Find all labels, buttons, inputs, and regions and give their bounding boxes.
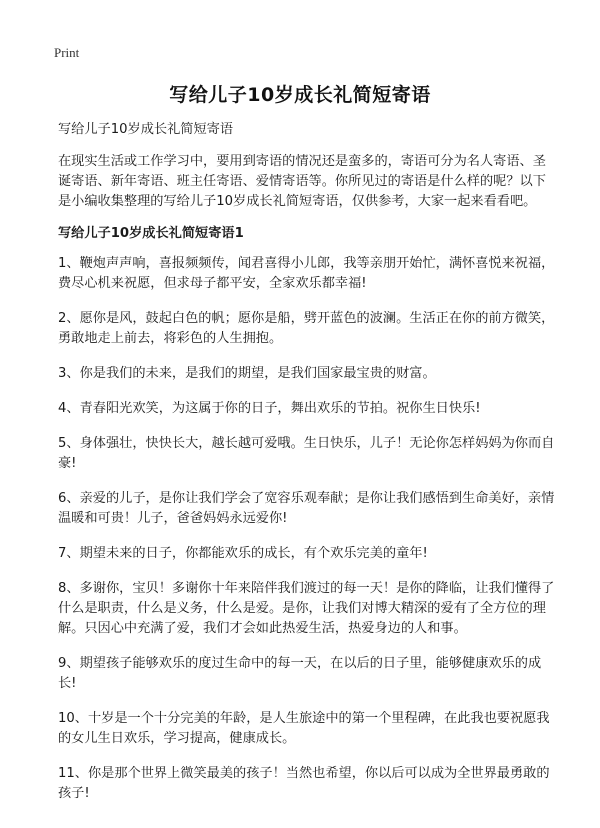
intro-paragraph: 在现实生活或工作学习中，要用到寄语的情况还是蛮多的，寄语可分为名人寄语、圣诞寄语、新年寄语、班主任寄语、爱情寄语等。你所见过的寄语是什么样的呢？以下是小编收集整理的写给儿子10岁成长礼简短寄语，仅供参考，大家一起来看看吧。	[58, 154, 546, 209]
print-link[interactable]: Print	[54, 45, 80, 60]
list-item: 1、鞭炮声声响，喜报频频传，闻君喜得小儿郎，我等亲朋开始忙，满怀喜悦来祝福，费尽心机来祝愿，但求母子都平安，全家欢乐都幸福!	[58, 256, 555, 291]
list-item: 5、身体强壮，快快长大，越长越可爱哦。生日快乐，儿子！无论你怎样妈妈为你而自豪!	[58, 436, 555, 471]
list-item: 4、青春阳光欢笑，为这属于你的日子，舞出欢乐的节拍。祝你生日快乐!	[58, 401, 481, 416]
list-item: 6、亲爱的儿子，是你让我们学会了宽容乐观奉献；是你让我们感悟到生命美好，亲情温暖和可贵！儿子，爸爸妈妈永远爱你!	[58, 491, 555, 526]
section-heading: 写给儿子10岁成长礼简短寄语1	[58, 226, 244, 241]
list-item: 9、期望孩子能够欢乐的度过生命中的每一天，在以后的日子里，能够健康欢乐的成长!	[58, 656, 542, 691]
list-item: 2、愿你是风，鼓起白色的帆；愿你是船，劈开蓝色的波澜。生活正在你的前方微笑，勇敢地走上前去，将彩色的人生拥抱。	[58, 311, 555, 346]
list-item: 11、你是那个世界上微笑最美的孩子！当然也希望，你以后可以成为全世界最勇敢的孩子!	[58, 766, 550, 801]
article-subtitle: 写给儿子10岁成长礼简短寄语	[58, 122, 234, 137]
list-item: 10、十岁是一个十分完美的年龄，是人生旅途中的第一个里程碑，在此我也要祝愿我的女儿生日欢乐，学习提高，健康成长。	[58, 711, 550, 746]
article-body	[58, 120, 558, 819]
page-title: 写给儿子10岁成长礼简短寄语	[169, 84, 431, 106]
list-item: 3、你是我们的未来，是我们的期望，是我们国家最宝贵的财富。	[58, 366, 436, 381]
list-item: 8、多谢你，宝贝！多谢你十年来陪伴我们渡过的每一天！是你的降临，让我们懂得了什么是职责，什么是义务，什么是爱。是你，让我们对博大精深的爱有了全方位的理解。只因心中充满了爱，我们才会如此热爱生活，热爱身边的人和事。	[58, 581, 555, 636]
list-item: 7、期望未来的日子，你都能欢乐的成长，有个欢乐完美的童年!	[58, 546, 428, 561]
